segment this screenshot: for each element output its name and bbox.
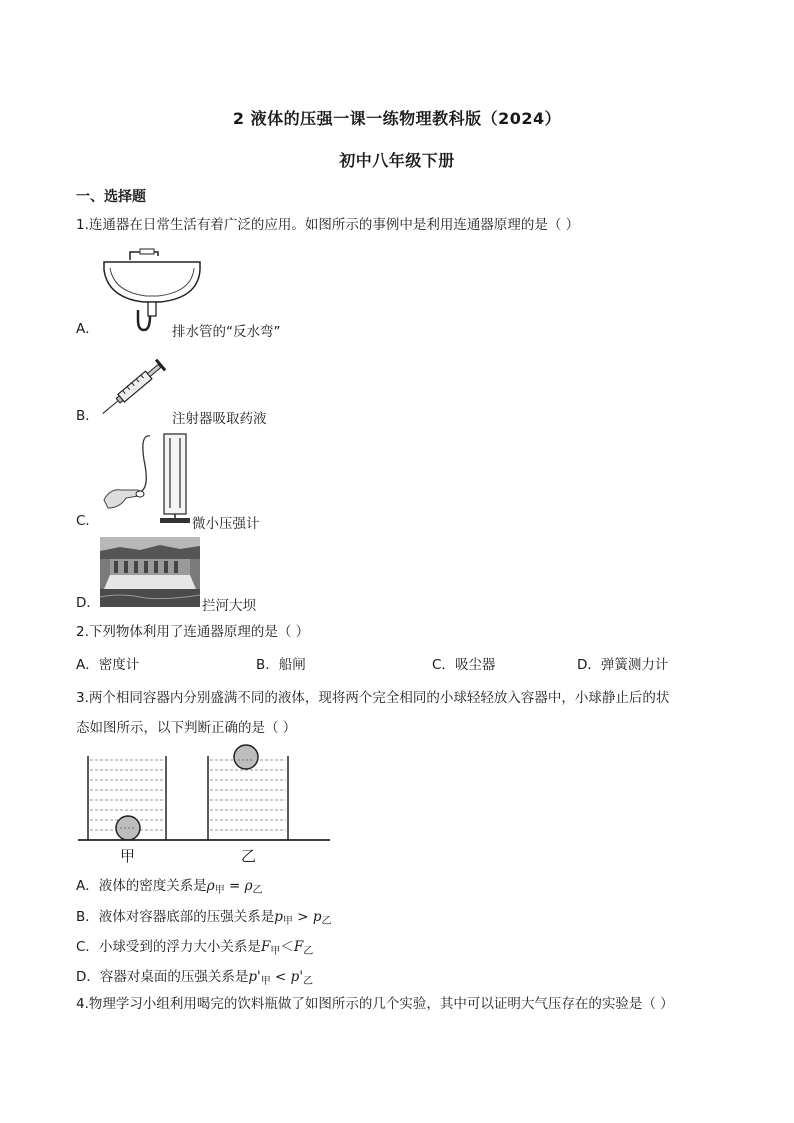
q3-option-a: A．液体的密度关系是$\rho_甲 = \rho_乙$ [76,878,263,896]
page-title: 2 液体的压强一课一练物理教科版（2024） [232,109,562,128]
q1-option-c-caption: 微小压强计 [192,516,260,532]
q1-option-a-caption: 排水管的“反水弯” [172,324,281,340]
q1-option-d-caption: 拦河大坝 [202,598,256,614]
option-letter: C． [76,513,99,529]
q1-option-b-caption: 注射器吸取药液 [172,411,267,427]
container-label-yi: 乙 [241,847,257,865]
q2-option-d: D．弹簧测力计 [577,657,669,673]
syringe-icon [100,346,176,422]
option-letter: B． [76,408,99,424]
question-1-stem: 1.连通器在日常生活有着广泛的应用。如图所示的事例中是利用连通器原理的是（ ） [76,217,580,233]
containers-figure [76,738,336,868]
option-letter: A． [76,321,99,337]
q3-stem-line1: 3.两个相同容器内分别盛满不同的液体，现将两个完全相同的小球轻轻放入容器中，小球静止后的状 [76,690,670,706]
q3-stem-line2: 态如图所示，以下判断正确的是（ ） [76,720,297,736]
question-2-stem: 2.下列物体利用了连通器原理的是（ ） [76,624,310,640]
section-heading: 一、选择题 [76,189,146,205]
container-label-jia: 甲 [120,847,136,865]
question-4-stem: 4.物理学习小组利用喝完的饮料瓶做了如图所示的几个实验，其中可以证明大气压存在的实验是（ ） [76,996,674,1012]
river-dam-photo-icon [100,537,200,607]
q3-option-d: D．容器对桌面的压强关系是$p'_甲 < p'_乙$ [76,969,314,987]
page-subtitle: 初中八年级下册 [339,151,455,170]
u-tube-manometer-icon [100,430,196,526]
q1-option-a [76,320,99,338]
q2-option-a: A．密度计 [76,657,140,673]
option-letter: D． [76,595,100,611]
question-3-stem [76,683,726,743]
q1-option-b [76,407,99,425]
q2-option-b: B．船闸 [256,657,306,673]
q3-option-b: B．液体对容器底部的压强关系是$p_甲 > p_乙$ [76,909,332,927]
q1-option-c [76,512,99,530]
q1-option-d [76,594,100,612]
q3-option-c: C．小球受到的浮力大小关系是$F_甲<F_乙$ [76,939,314,957]
q2-option-c: C．吸尘器 [432,657,496,673]
